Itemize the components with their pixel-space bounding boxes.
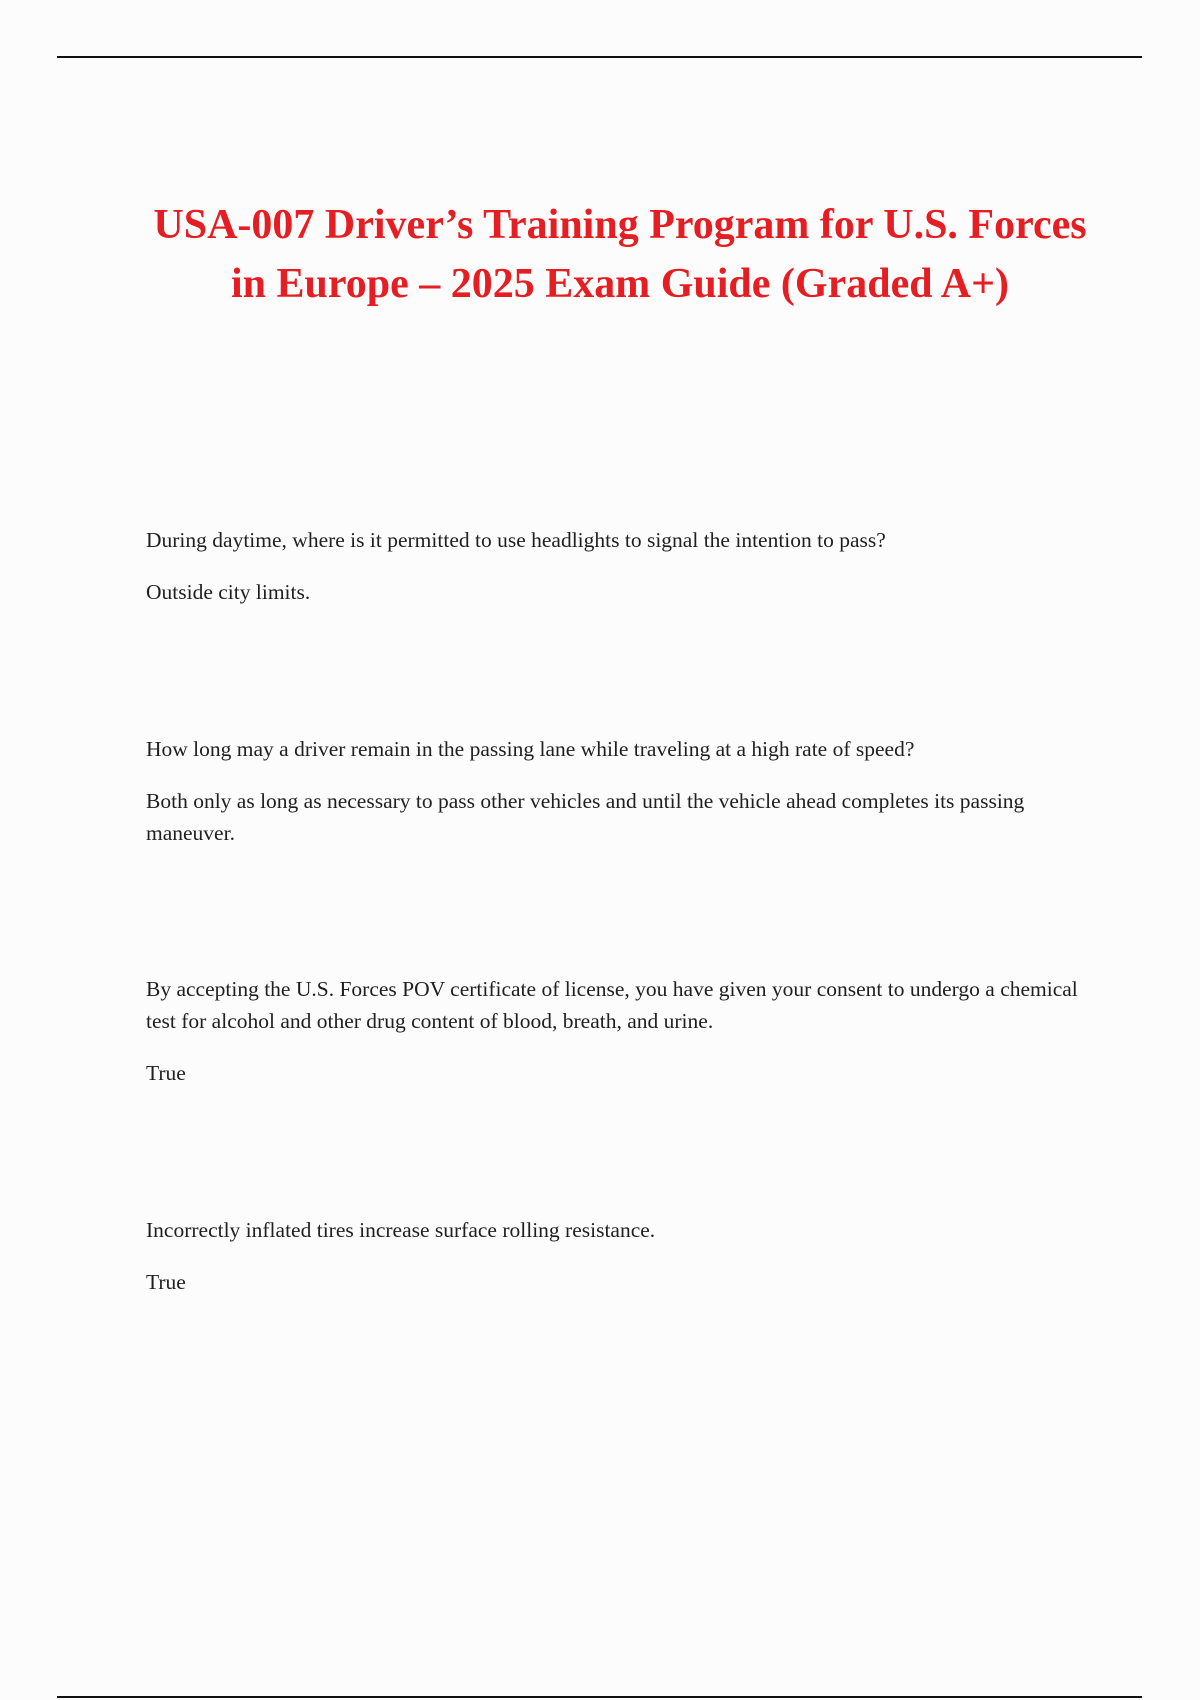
footer-rule: [57, 1696, 1142, 1698]
qa-item: [146, 1214, 1096, 1298]
question-text: Incorrectly inflated tires increase surface rolling resistance.: [146, 1218, 656, 1242]
question-text: By accepting the U.S. Forces POV certificate of license, you have given your consent to undergo a chemical test for alcohol and other drug content of blood, breath, and urine.: [146, 977, 1078, 1033]
question-text: During daytime, where is it permitted to use headlights to signal the intention to pass?: [146, 528, 886, 552]
header-rule: [57, 56, 1142, 58]
answer-text: Outside city limits.: [146, 580, 311, 604]
answer-text: True: [146, 1270, 186, 1294]
qa-item: [146, 733, 1096, 849]
answer-text: True: [146, 1061, 186, 1085]
qa-item: [146, 973, 1096, 1089]
document-title: USA-007 Driver’s Training Program for U.S. Forces in Europe – 2025 Exam Guide (Graded A+): [153, 202, 1087, 307]
question-text: How long may a driver remain in the passing lane while traveling at a high rate of speed?: [146, 737, 915, 761]
answer-text: Both only as long as necessary to pass other vehicles and until the vehicle ahead completes its passing maneuver.: [146, 789, 1025, 845]
qa-item: [146, 524, 1096, 608]
